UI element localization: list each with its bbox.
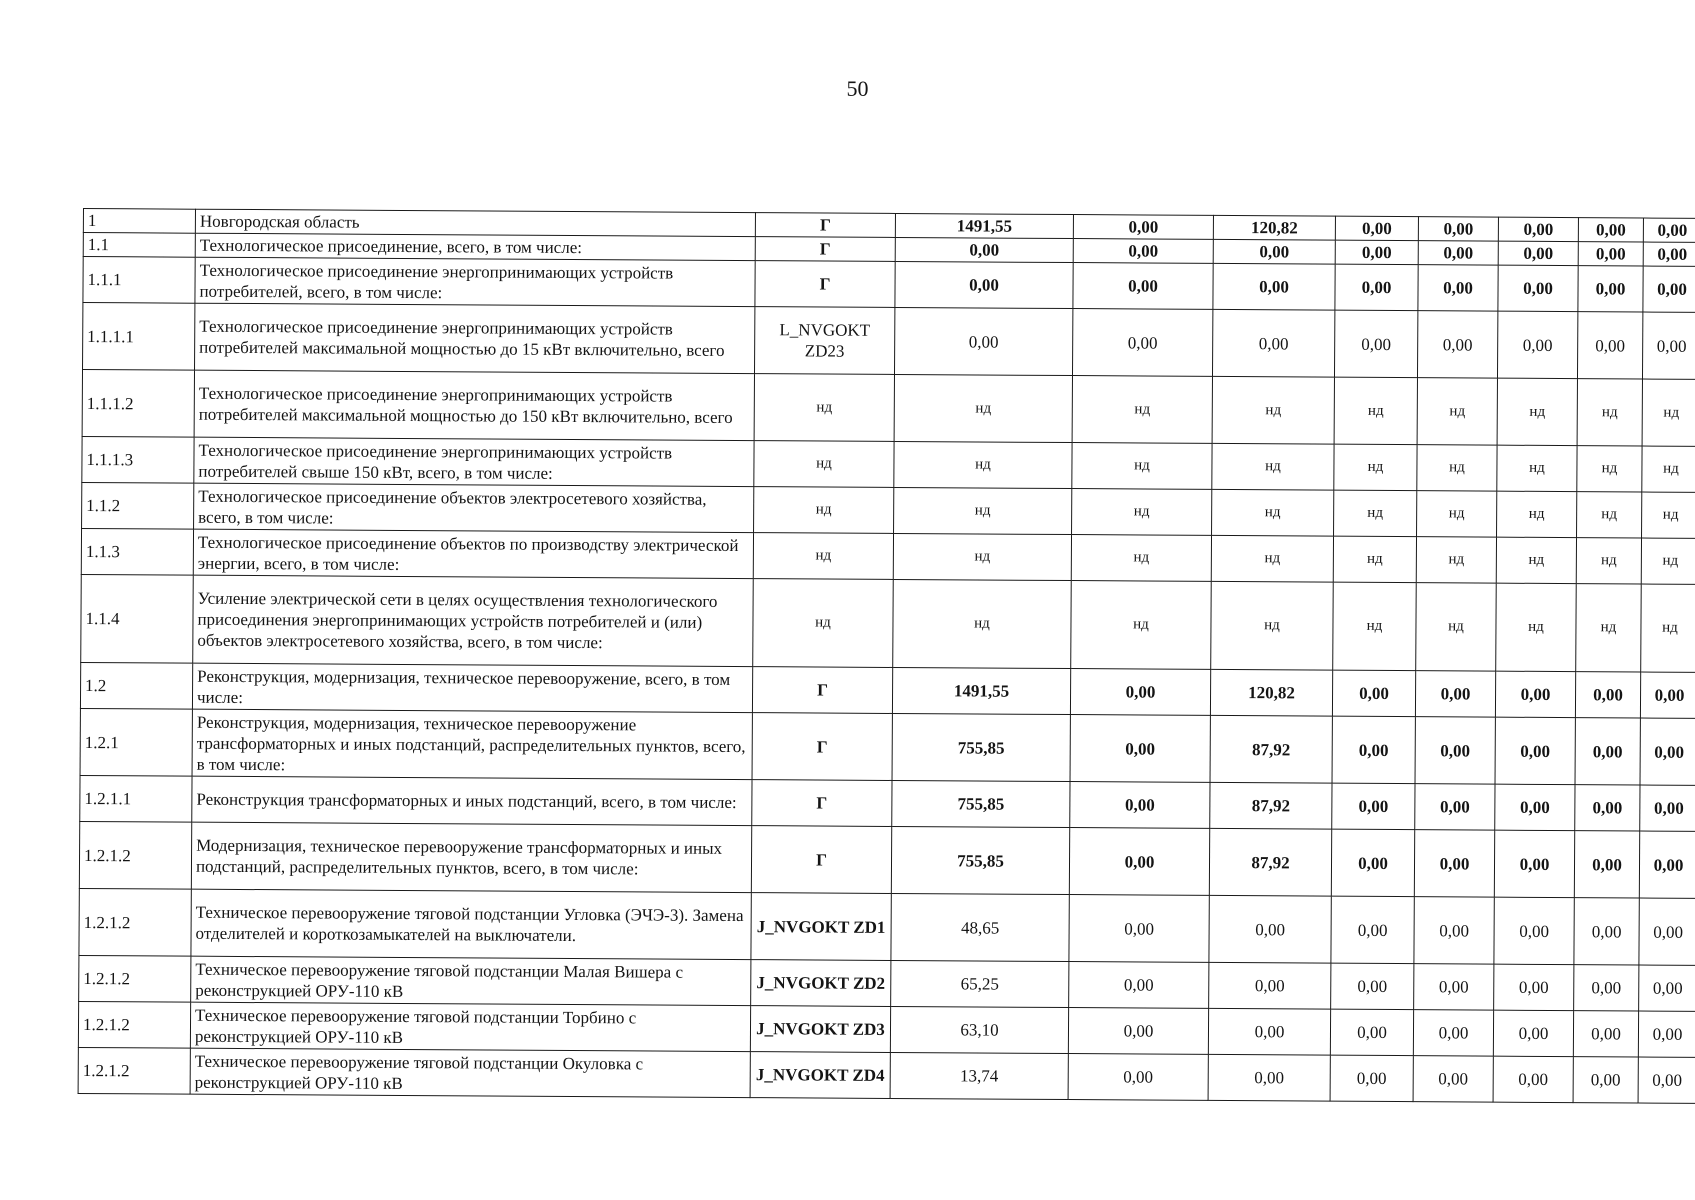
row-code: Г (755, 261, 895, 308)
row-value: 0,00 (1073, 239, 1213, 264)
row-value: 0,00 (1212, 309, 1334, 377)
row-value: нд (1496, 583, 1577, 671)
row-code: Г (752, 713, 892, 781)
row-value: 0,00 (1639, 831, 1695, 898)
row-code: L_NVGOKT ZD23 (755, 307, 895, 375)
row-value: 0,00 (895, 261, 1073, 308)
row-value: 0,00 (1072, 309, 1212, 377)
row-value: нд (1334, 377, 1417, 445)
row-value: 0,00 (1578, 242, 1643, 266)
row-value: 0,00 (1213, 239, 1335, 264)
row-value: нд (1071, 581, 1212, 670)
row-value: 0,00 (1495, 671, 1575, 717)
row-code: Г (752, 780, 892, 827)
row-value: 87,92 (1210, 715, 1332, 783)
row-value: 0,00 (1640, 672, 1695, 718)
row-code: Г (752, 667, 892, 714)
row-value: нд (1212, 489, 1334, 536)
row-number: 1.2.1.2 (79, 955, 191, 1002)
row-code: нд (754, 487, 894, 534)
row-value: нд (894, 441, 1072, 488)
row-value: 0,00 (895, 237, 1073, 262)
row-number: 1 (83, 209, 195, 234)
row-value: 1491,55 (892, 667, 1070, 714)
row-value: 0,00 (1639, 965, 1695, 1011)
row-name: Техническое перевооружение тяговой подстанции Окуловка с реконструкцией ОРУ-110 кВ (190, 1048, 750, 1097)
row-value: 0,00 (1574, 898, 1639, 965)
row-value: 0,00 (1498, 241, 1578, 265)
table-row (79, 888, 1695, 965)
row-value: 0,00 (1335, 240, 1418, 265)
table-row (81, 574, 1695, 672)
row-name: Реконструкция, модернизация, техническое перевооружение, всего, в том числе: (192, 663, 752, 712)
row-value: нд (1333, 536, 1416, 583)
table-row (83, 303, 1695, 380)
row-value: 0,00 (1414, 830, 1494, 897)
page-number: 50 (846, 76, 869, 101)
row-name: Техническое перевооружение тяговой подстанции Торбино с реконструкцией ОРУ-110 кВ (190, 1002, 750, 1051)
row-value: 0,00 (1331, 829, 1414, 897)
row-value: 0,00 (1573, 1057, 1638, 1103)
row-value: 0,00 (1495, 784, 1575, 830)
row-code: нд (754, 441, 894, 488)
table-row (79, 821, 1695, 898)
row-value: 0,00 (1069, 962, 1209, 1009)
row-value: 0,00 (1415, 717, 1495, 784)
row-code: Г (755, 213, 895, 238)
table-row (82, 370, 1695, 447)
row-value: 120,82 (1210, 669, 1332, 716)
row-value: нд (1577, 492, 1642, 538)
investment-table-sheet (78, 208, 1688, 1104)
row-value: 63,10 (890, 1006, 1068, 1053)
row-value: 0,00 (1068, 1008, 1208, 1055)
row-value: 0,00 (1578, 218, 1643, 242)
row-value: 0,00 (1493, 1056, 1573, 1102)
row-value: 0,00 (1418, 241, 1498, 265)
row-value: 0,00 (1418, 217, 1498, 241)
row-number: 1.2.1.1 (80, 775, 192, 822)
row-value: нд (1211, 535, 1333, 582)
row-value: 0,00 (1417, 311, 1497, 378)
row-name: Технологическое присоединение энергопринимающих устройств потребителей, всего, в том числе: (195, 257, 755, 306)
row-number: 1.1.1.3 (82, 436, 194, 483)
row-number: 1.2.1 (80, 708, 192, 776)
row-value: 0,00 (1574, 831, 1639, 898)
row-value: 0,00 (1069, 895, 1209, 963)
row-value: 0,00 (1208, 1054, 1330, 1101)
row-value: 0,00 (1332, 670, 1415, 717)
row-value: 0,00 (1643, 218, 1695, 242)
row-value: 65,25 (891, 960, 1069, 1007)
row-value: 0,00 (1638, 1011, 1695, 1057)
row-value: 0,00 (1495, 717, 1575, 784)
row-number: 1.2.1.2 (78, 1047, 190, 1094)
row-value: нд (1496, 537, 1576, 583)
row-value: 0,00 (1335, 264, 1418, 311)
row-value: 0,00 (1494, 830, 1574, 897)
row-value: 0,00 (1643, 266, 1695, 312)
row-value: нд (1072, 489, 1212, 536)
row-value: 0,00 (1415, 671, 1495, 717)
row-value: нд (1641, 538, 1695, 584)
row-number: 1.1.2 (82, 482, 194, 529)
row-value: 0,00 (1573, 1011, 1638, 1057)
table-row (78, 1047, 1695, 1103)
row-name: Новгородская область (195, 209, 755, 236)
row-code: Г (755, 237, 895, 262)
row-value: нд (1072, 443, 1212, 490)
row-code: J_NVGOKT ZD4 (750, 1052, 890, 1099)
row-value: нд (1212, 376, 1334, 444)
row-name: Техническое перевооружение тяговой подстанции Угловка (ЭЧЭ-3). Замена отделителей и короткозамыкателей на выключатели. (191, 889, 751, 959)
row-name: Модернизация, техническое перевооружение трансформаторных и иных подстанций, распределительных пунктов, всего, в том числе: (191, 822, 751, 892)
row-value: нд (1417, 491, 1497, 537)
row-value: нд (1416, 583, 1497, 671)
row-name: Техническое перевооружение тяговой подстанции Малая Вишера с реконструкцией ОРУ-110 кВ (191, 956, 751, 1005)
row-value: 0,00 (1413, 1056, 1493, 1102)
row-value: 0,00 (1497, 311, 1577, 378)
row-value: 0,00 (1213, 263, 1335, 310)
row-value: нд (1071, 535, 1211, 582)
row-value: нд (1577, 379, 1642, 446)
row-value: 0,00 (1494, 964, 1574, 1010)
row-number: 1.1.1.2 (82, 370, 194, 438)
row-value: 0,00 (1575, 785, 1640, 831)
row-value: 0,00 (1418, 265, 1498, 311)
row-value: 0,00 (1493, 1010, 1573, 1056)
row-value: нд (1577, 446, 1642, 492)
row-number: 1.2 (80, 662, 192, 709)
row-value: 0,00 (1209, 895, 1331, 963)
row-name: Технологическое присоединение энергопринимающих устройств потребителей свыше 150 кВт, всего, в том числе: (194, 437, 754, 486)
row-value: 755,85 (892, 780, 1070, 827)
row-value: 0,00 (1642, 312, 1695, 379)
row-value: 0,00 (1498, 217, 1578, 241)
row-value: 0,00 (1638, 1057, 1695, 1103)
row-value: 0,00 (1070, 715, 1210, 783)
row-value: 0,00 (1415, 784, 1495, 830)
row-value: нд (1642, 379, 1695, 446)
row-value: 0,00 (1574, 965, 1639, 1011)
row-value: нд (1497, 491, 1577, 537)
row-value: 13,74 (890, 1052, 1068, 1099)
row-value: 755,85 (892, 713, 1070, 781)
row-value: 0,00 (1498, 265, 1578, 311)
row-value: 0,00 (1414, 964, 1494, 1010)
row-value: 0,00 (1073, 263, 1213, 310)
row-value: 0,00 (1068, 1054, 1208, 1101)
row-value: 0,00 (1331, 896, 1414, 964)
row-value: 0,00 (1413, 1010, 1493, 1056)
row-number: 1.2.1.2 (79, 888, 191, 956)
row-value: 0,00 (1069, 828, 1209, 896)
row-number: 1.1.1 (83, 257, 195, 304)
row-name: Технологическое присоединение энергопринимающих устройств потребителей максимальной мощностью до 15 кВт включительно, всего (195, 303, 755, 373)
row-value: нд (1641, 584, 1695, 672)
row-value: 0,00 (1332, 783, 1415, 830)
row-value: нд (1497, 378, 1577, 445)
row-value: нд (894, 487, 1072, 534)
row-value: нд (894, 374, 1072, 442)
row-code: нд (753, 579, 894, 668)
row-value: 0,00 (1331, 963, 1414, 1010)
row-value: 0,00 (1643, 242, 1695, 266)
row-value: 0,00 (1070, 782, 1210, 829)
row-number: 1.2.1.2 (78, 1001, 190, 1048)
table-body (78, 209, 1695, 1104)
row-code: J_NVGOKT ZD3 (750, 1006, 890, 1053)
row-number: 1.1.1.1 (83, 303, 195, 371)
row-value: 0,00 (1494, 897, 1574, 964)
row-value: нд (1212, 443, 1334, 490)
row-code: J_NVGOKT ZD2 (751, 960, 891, 1007)
row-name: Технологическое присоединение объектов по производству электрической энергии, всего, в том числе: (193, 529, 753, 578)
row-value: нд (1416, 537, 1496, 583)
row-value: 0,00 (1330, 1009, 1413, 1056)
row-value: 0,00 (1575, 672, 1640, 718)
row-value: 1491,55 (895, 213, 1073, 238)
row-value: нд (1576, 538, 1641, 584)
row-number: 1.1.3 (81, 528, 193, 575)
row-value: нд (893, 533, 1071, 580)
row-value: 0,00 (1335, 216, 1418, 241)
investment-program-table (78, 208, 1695, 1104)
row-value: нд (1417, 378, 1497, 445)
row-value: 0,00 (1639, 898, 1695, 965)
row-value: нд (1334, 490, 1417, 537)
row-value: 0,00 (1577, 312, 1642, 379)
row-value: 0,00 (1578, 266, 1643, 312)
row-value: 0,00 (1414, 897, 1494, 964)
row-value: 0,00 (1640, 785, 1695, 831)
row-value: нд (893, 579, 1072, 668)
row-name: Усиление электрической сети в целях осуществления технологического присоединения энергопринимающих устройств потребителей и (или) объектов электросетевого хозяйства, всего, в том числе: (193, 575, 754, 666)
row-name: Реконструкция трансформаторных и иных подстанций, всего, в том числе: (192, 776, 752, 825)
row-value: нд (1072, 376, 1212, 444)
row-value: 0,00 (1330, 1055, 1413, 1102)
row-value: нд (1642, 492, 1695, 538)
row-value: 120,82 (1213, 215, 1335, 240)
row-value: нд (1211, 581, 1334, 670)
row-code: нд (753, 533, 893, 580)
row-value: нд (1334, 444, 1417, 491)
row-value: 0,00 (1640, 718, 1695, 785)
row-value: 0,00 (1332, 716, 1415, 784)
row-value: 87,92 (1209, 828, 1331, 896)
row-value: нд (1333, 582, 1417, 671)
row-number: 1.1 (83, 233, 195, 258)
row-name: Технологическое присоединение объектов электросетевого хозяйства, всего, в том числе: (194, 483, 754, 532)
row-name: Технологическое присоединение, всего, в том числе: (195, 233, 755, 260)
row-value: 0,00 (1208, 1008, 1330, 1055)
row-value: 0,00 (894, 307, 1072, 375)
row-value: 755,85 (891, 826, 1069, 894)
row-value: нд (1576, 584, 1642, 672)
row-value: 0,00 (1209, 962, 1331, 1009)
row-value: нд (1642, 446, 1695, 492)
row-value: 87,92 (1210, 782, 1332, 829)
row-code: нд (754, 374, 894, 442)
row-value: 0,00 (1073, 215, 1213, 240)
table-row (80, 708, 1695, 785)
row-value: нд (1497, 445, 1577, 491)
row-code: J_NVGOKT ZD1 (751, 893, 891, 961)
row-value: 48,65 (891, 893, 1069, 961)
row-number: 1.1.4 (81, 574, 194, 663)
row-value: 0,00 (1070, 669, 1210, 716)
row-number: 1.2.1.2 (79, 821, 191, 889)
row-value: 0,00 (1575, 718, 1640, 785)
row-value: нд (1417, 445, 1497, 491)
row-value: 0,00 (1334, 310, 1417, 378)
row-name: Реконструкция, модернизация, техническое перевооружение трансформаторных и иных подстанций, распределительных пунктов, всего, в том числе: (192, 709, 752, 779)
row-code: Г (751, 826, 891, 894)
row-name: Технологическое присоединение энергопринимающих устройств потребителей максимальной мощностью до 150 кВт включительно, всего (194, 370, 754, 440)
